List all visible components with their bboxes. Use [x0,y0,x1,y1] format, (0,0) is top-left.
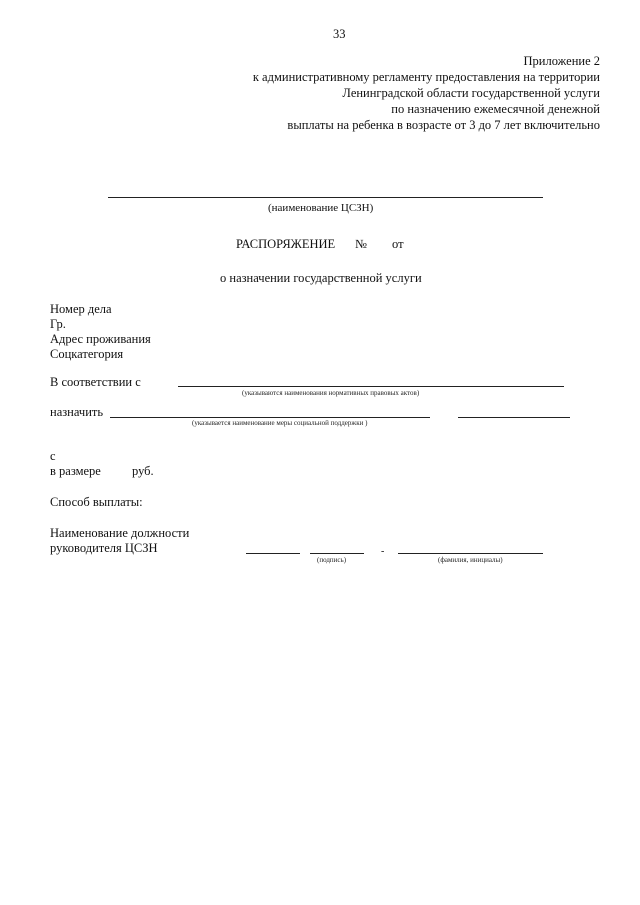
page-number: 33 [333,27,346,41]
assign-caption: (указывается наименование меры социальной поддержки ) [192,419,368,427]
case-number-label: Номер дела [50,302,112,316]
position-title-line-1: Наименование должности [50,526,190,540]
since-label: с [50,449,56,463]
appendix-line-3: Ленинградской области государственной услуги [342,86,600,100]
appendix-line-5: выплаты на ребенка в возрасте от 3 до 7 лет включительно [287,118,600,132]
appendix-line-2: к административному регламенту предоставления на территории [252,70,600,84]
assign-line-2 [458,417,570,418]
accordance-line [178,386,564,387]
name-caption: (фамилия, инициалы) [438,556,503,564]
assign-label: назначить [50,405,104,419]
assign-line-1 [110,417,430,418]
payment-method-label: Способ выплаты: [50,495,143,509]
order-subtitle: о назначении государственной услуги [220,271,422,285]
accordance-caption: (указываются наименования нормативных правовых актов) [242,389,420,397]
position-title-line-2: руководителя ЦСЗН [50,541,158,555]
accordance-label: В соответствии с [50,375,141,389]
signature-line-a [246,553,300,554]
appendix-line-1: Приложение 2 [523,54,600,68]
org-name-line [108,197,543,198]
order-date-word: от [392,237,404,251]
signature-caption: (подпись) [317,556,347,564]
order-title: РАСПОРЯЖЕНИЕ [236,237,336,251]
amount-unit: руб. [132,464,154,478]
appendix-line-4: по назначению ежемесячной денежной [391,102,600,116]
order-number-sign: № [355,237,367,251]
signature-line-b [310,553,364,554]
amount-label: в размере [50,464,101,478]
citizen-label: Гр. [50,317,66,331]
social-category-label: Соцкатегория [50,347,124,361]
signature-dash: - [381,546,385,557]
name-line [398,553,543,554]
org-name-caption: (наименование ЦСЗН) [268,202,374,214]
address-label: Адрес проживания [50,332,151,346]
